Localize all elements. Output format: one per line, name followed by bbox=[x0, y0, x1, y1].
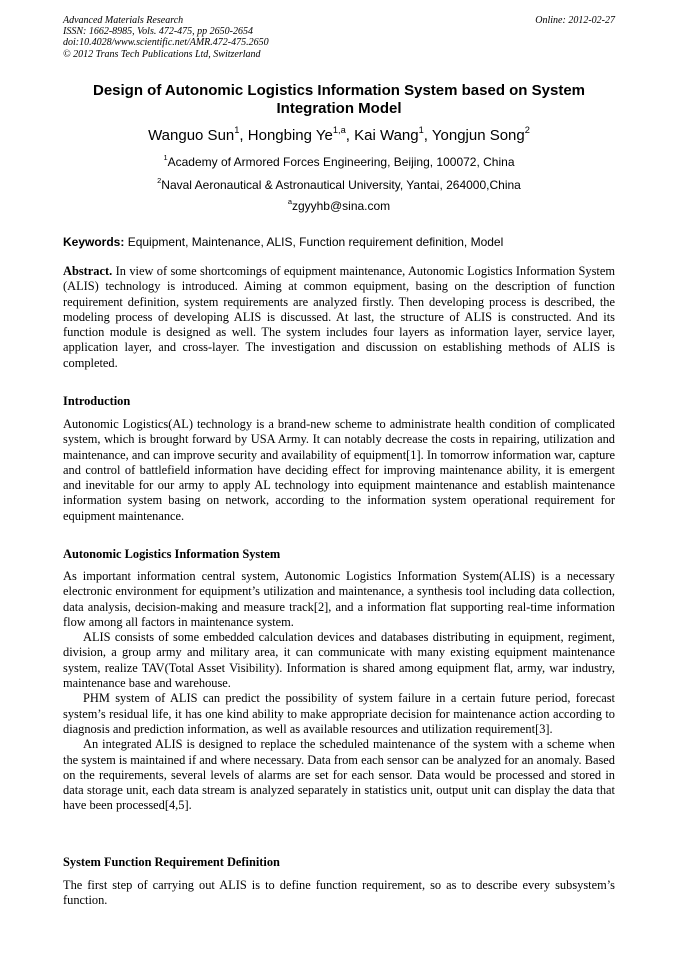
author-name: Kai Wang bbox=[354, 127, 419, 144]
paragraph: An integrated ALIS is designed to replace the scheduled maintenance of the system with a scheme when the system is maintained if and where necessary. Data from each sensor can be analyzed for an anomaly. Based on the requirements, several levels of alarms are set for each sensor. Data would be processed and stored in data storage unit, each data stream is analyzed separately in statistics unit, output unit can display the data that have been processed[4,5]. bbox=[63, 737, 615, 813]
author-affiliation-mark: 1 bbox=[234, 125, 240, 136]
author-name: Yongjun Song bbox=[431, 127, 525, 144]
paragraph: The first step of carrying out ALIS is to define function requirement, so as to describe every subsystem’s function. bbox=[63, 878, 615, 908]
author-affiliation-mark: 1,a bbox=[332, 125, 346, 136]
keywords-label: Keywords: bbox=[63, 235, 125, 249]
paper-title: Design of Autonomic Logistics Information System based on System Integration Model bbox=[92, 82, 586, 117]
keywords bbox=[63, 235, 615, 250]
abstract-text: In view of some shortcomings of equipment maintenance, Autonomic Logistics Information System (ALIS) technology is introduced. Aiming at common equipment, basing on the description of function requirement definition, system requirements are analyzed firstly. Then developing process is described, the modeling process of developing ALIS is discussed. At last, the structure of ALIS is constructed. And its function module is designed as well. The system includes four layers as information layer, service layer, application layer, and cross-layer. The investigation and discussion on establishing methods of ALIS is completed. bbox=[63, 264, 615, 370]
section-heading-introduction: Introduction bbox=[63, 394, 131, 408]
paragraph: As important information central system, Autonomic Logistics Information System(ALIS) is a necessary electronic environment for equipment’s utilization and maintenance, a synthesis tool including data collection, data analysis, decision-making and measure track[2], and a information flat supporting real-time information flow among all factors in maintenance system. bbox=[63, 569, 615, 629]
publication-header bbox=[63, 15, 615, 60]
section-heading-requirement: System Function Requirement Definition bbox=[63, 855, 280, 869]
paragraph: ALIS consists of some embedded calculation devices and databases distributing in equipment, regiment, division, a group army and military area, it can communicate with many existing equipment maintenance system, realize TAV(Total Asset Visibility). Information is shared among equipment flat, army, war industry, maintenance base and warehouse. bbox=[63, 630, 615, 691]
copyright-line: © 2012 Trans Tech Publications Ltd, Switzerland bbox=[63, 48, 261, 60]
author-affiliation-mark: 1 bbox=[418, 125, 424, 136]
author-affiliation-mark: 2 bbox=[524, 125, 530, 136]
journal-name: Advanced Materials Research bbox=[63, 15, 184, 26]
email-mark: a bbox=[287, 197, 292, 207]
paragraph: Autonomic Logistics(AL) technology is a brand-new scheme to administrate health condition of complicated system, which is brought forward by USA Army. It can notably decrease the costs in repairing, utilization and maintenance, and can improve security and availability of equipment[1]. In tomorrow information war, capture and control of battlefield information have deciding effect for improving maintenance ability, it is emergent and inevitable for our army to apply AL technology into equipment maintenance and establish maintenance information system basing on network, according to the information system operational requirement for equipment maintenance. bbox=[63, 417, 615, 523]
affiliation-text: Naval Aeronautical & Astronautical University, Yantai, 264000,China bbox=[161, 178, 521, 192]
affiliation-2 bbox=[63, 178, 615, 193]
abstract-label: Abstract. bbox=[63, 264, 113, 278]
affiliation-mark: 1 bbox=[163, 153, 168, 163]
author-name: Hongbing Ye bbox=[247, 127, 333, 144]
online-date: Online: 2012-02-27 bbox=[535, 15, 615, 26]
author-email bbox=[63, 199, 615, 214]
affiliation-mark: 2 bbox=[157, 176, 162, 186]
paragraph: PHM system of ALIS can predict the possibility of system failure in a certain future period, forecast system’s residual life, it has one kind ability to make appropriate decision for maintenance action according to diagnosis and prediction information, as well as available resources and utilization requirement[3]. bbox=[63, 691, 615, 736]
author-list: Wanguo Sun$^1$, Hongbing Ye$^{1,a}$, Kai Wang$^1$, Yongjun Song$^2$ bbox=[148, 125, 530, 144]
doi-line: doi:10.4028/www.scientific.net/AMR.472-475.2650 bbox=[63, 37, 269, 49]
affiliation-1 bbox=[63, 155, 615, 170]
section-body-introduction bbox=[63, 417, 615, 524]
author-name: Wanguo Sun bbox=[148, 127, 235, 144]
keywords-text: Equipment, Maintenance, ALIS, Function requirement definition, Model bbox=[127, 235, 504, 249]
section-body-requirement bbox=[63, 878, 615, 909]
abstract bbox=[63, 264, 615, 371]
email-text: zgyyhb@sina.com bbox=[291, 199, 391, 213]
section-heading-alis: Autonomic Logistics Information System bbox=[63, 547, 281, 561]
issn-line: ISSN: 1662-8985, Vols. 472-475, pp 2650-2654 bbox=[63, 26, 253, 38]
affiliation-text: Academy of Armored Forces Engineering, Beijing, 100072, China bbox=[167, 155, 515, 169]
section-body-alis bbox=[63, 569, 615, 814]
